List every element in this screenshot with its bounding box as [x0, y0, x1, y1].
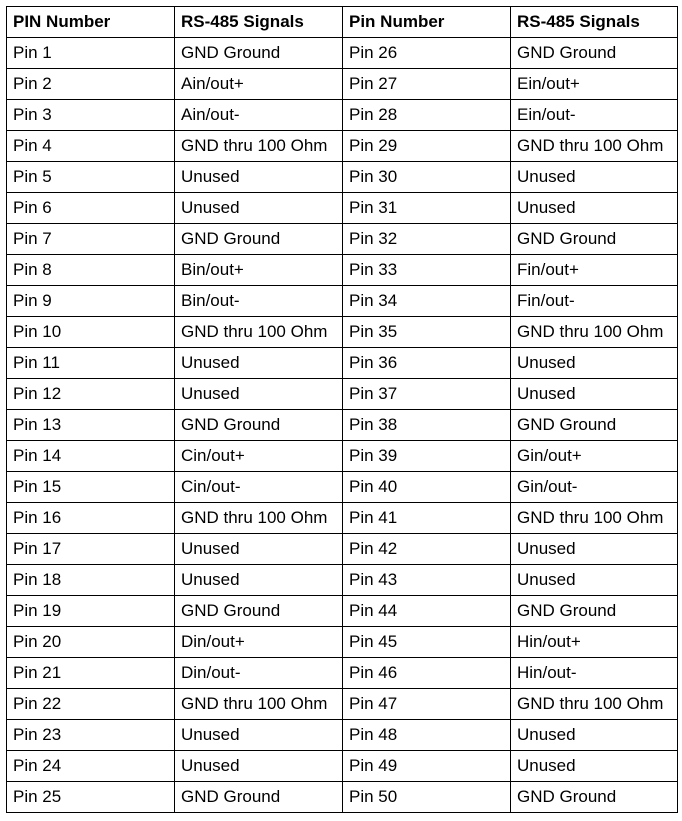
- table-row: [7, 534, 678, 565]
- table-row: [7, 131, 678, 162]
- cell-signal-left: GND thru 100 Ohm: [175, 689, 343, 720]
- cell-signal-left: Unused: [175, 162, 343, 193]
- cell-pin-number-right: Pin 33: [343, 255, 511, 286]
- cell-pin-number-left: Pin 18: [7, 565, 175, 596]
- cell-pin-number-left: Pin 8: [7, 255, 175, 286]
- cell-pin-number-left: Pin 11: [7, 348, 175, 379]
- cell-signal-left: Ain/out-: [175, 100, 343, 131]
- cell-signal-right: Unused: [511, 193, 678, 224]
- cell-signal-left: Din/out-: [175, 658, 343, 689]
- cell-signal-left: Unused: [175, 751, 343, 782]
- cell-signal-left: GND Ground: [175, 410, 343, 441]
- cell-pin-number-left: Pin 2: [7, 69, 175, 100]
- table-row: [7, 689, 678, 720]
- cell-signal-left: Unused: [175, 720, 343, 751]
- cell-pin-number-left: Pin 3: [7, 100, 175, 131]
- table-row: [7, 100, 678, 131]
- cell-signal-right: Unused: [511, 720, 678, 751]
- table-row: [7, 224, 678, 255]
- cell-pin-number-right: Pin 31: [343, 193, 511, 224]
- cell-signal-left: Unused: [175, 534, 343, 565]
- table-row: [7, 658, 678, 689]
- cell-pin-number-right: Pin 36: [343, 348, 511, 379]
- table-row: [7, 782, 678, 813]
- pinout-table: [6, 6, 678, 813]
- cell-signal-right: Gin/out-: [511, 472, 678, 503]
- cell-pin-number-left: Pin 21: [7, 658, 175, 689]
- table-row: [7, 69, 678, 100]
- table-row: [7, 627, 678, 658]
- table-row: [7, 38, 678, 69]
- cell-pin-number-left: Pin 24: [7, 751, 175, 782]
- cell-signal-right: Ein/out+: [511, 69, 678, 100]
- table-row: [7, 193, 678, 224]
- table-row: [7, 410, 678, 441]
- cell-pin-number-left: Pin 25: [7, 782, 175, 813]
- cell-pin-number-right: Pin 38: [343, 410, 511, 441]
- cell-signal-right: Unused: [511, 751, 678, 782]
- cell-pin-number-right: Pin 41: [343, 503, 511, 534]
- cell-signal-right: Hin/out+: [511, 627, 678, 658]
- cell-pin-number-right: Pin 45: [343, 627, 511, 658]
- table-row: [7, 751, 678, 782]
- cell-signal-left: Cin/out-: [175, 472, 343, 503]
- cell-pin-number-left: Pin 1: [7, 38, 175, 69]
- cell-pin-number-right: Pin 37: [343, 379, 511, 410]
- header-pin-number-right: Pin Number: [343, 7, 511, 38]
- table-row: [7, 596, 678, 627]
- cell-pin-number-left: Pin 12: [7, 379, 175, 410]
- cell-signal-left: Unused: [175, 565, 343, 596]
- cell-pin-number-right: Pin 43: [343, 565, 511, 596]
- cell-pin-number-right: Pin 47: [343, 689, 511, 720]
- cell-signal-right: Unused: [511, 379, 678, 410]
- table-body: [7, 38, 678, 813]
- cell-pin-number-left: Pin 22: [7, 689, 175, 720]
- cell-signal-left: Unused: [175, 379, 343, 410]
- cell-pin-number-left: Pin 10: [7, 317, 175, 348]
- cell-signal-left: GND thru 100 Ohm: [175, 317, 343, 348]
- cell-pin-number-left: Pin 13: [7, 410, 175, 441]
- cell-signal-left: Unused: [175, 193, 343, 224]
- cell-pin-number-right: Pin 42: [343, 534, 511, 565]
- cell-signal-left: Bin/out+: [175, 255, 343, 286]
- cell-signal-right: Ein/out-: [511, 100, 678, 131]
- cell-signal-right: Fin/out-: [511, 286, 678, 317]
- cell-pin-number-left: Pin 9: [7, 286, 175, 317]
- cell-signal-right: Unused: [511, 565, 678, 596]
- cell-signal-right: Unused: [511, 348, 678, 379]
- cell-signal-right: GND thru 100 Ohm: [511, 131, 678, 162]
- header-pin-number-left: PIN Number: [7, 7, 175, 38]
- cell-signal-left: GND Ground: [175, 224, 343, 255]
- cell-pin-number-left: Pin 7: [7, 224, 175, 255]
- table-row: [7, 720, 678, 751]
- cell-signal-left: GND Ground: [175, 596, 343, 627]
- cell-pin-number-right: Pin 50: [343, 782, 511, 813]
- cell-pin-number-right: Pin 46: [343, 658, 511, 689]
- cell-pin-number-left: Pin 4: [7, 131, 175, 162]
- cell-pin-number-left: Pin 6: [7, 193, 175, 224]
- cell-signal-right: GND Ground: [511, 596, 678, 627]
- cell-pin-number-right: Pin 32: [343, 224, 511, 255]
- header-signal-left: RS-485 Signals: [175, 7, 343, 38]
- cell-signal-right: GND Ground: [511, 410, 678, 441]
- cell-pin-number-left: Pin 15: [7, 472, 175, 503]
- cell-pin-number-left: Pin 19: [7, 596, 175, 627]
- table-row: [7, 348, 678, 379]
- header-signal-right: RS-485 Signals: [511, 7, 678, 38]
- cell-signal-left: Unused: [175, 348, 343, 379]
- table-row: [7, 162, 678, 193]
- cell-pin-number-left: Pin 14: [7, 441, 175, 472]
- cell-signal-right: GND Ground: [511, 782, 678, 813]
- cell-pin-number-left: Pin 17: [7, 534, 175, 565]
- cell-pin-number-right: Pin 27: [343, 69, 511, 100]
- table-row: [7, 255, 678, 286]
- cell-signal-right: GND thru 100 Ohm: [511, 689, 678, 720]
- cell-pin-number-left: Pin 16: [7, 503, 175, 534]
- cell-signal-left: Din/out+: [175, 627, 343, 658]
- table-row: [7, 379, 678, 410]
- cell-pin-number-right: Pin 44: [343, 596, 511, 627]
- cell-pin-number-right: Pin 28: [343, 100, 511, 131]
- cell-signal-right: Unused: [511, 534, 678, 565]
- cell-signal-right: Hin/out-: [511, 658, 678, 689]
- cell-pin-number-right: Pin 30: [343, 162, 511, 193]
- cell-pin-number-right: Pin 29: [343, 131, 511, 162]
- cell-pin-number-left: Pin 23: [7, 720, 175, 751]
- cell-pin-number-left: Pin 5: [7, 162, 175, 193]
- cell-signal-left: GND thru 100 Ohm: [175, 503, 343, 534]
- cell-signal-right: GND Ground: [511, 38, 678, 69]
- cell-pin-number-right: Pin 49: [343, 751, 511, 782]
- cell-signal-right: GND Ground: [511, 224, 678, 255]
- cell-pin-number-right: Pin 34: [343, 286, 511, 317]
- cell-signal-right: GND thru 100 Ohm: [511, 503, 678, 534]
- cell-pin-number-right: Pin 39: [343, 441, 511, 472]
- table-row: [7, 503, 678, 534]
- cell-pin-number-left: Pin 20: [7, 627, 175, 658]
- cell-signal-left: Bin/out-: [175, 286, 343, 317]
- cell-pin-number-right: Pin 26: [343, 38, 511, 69]
- cell-signal-left: GND thru 100 Ohm: [175, 131, 343, 162]
- cell-pin-number-right: Pin 35: [343, 317, 511, 348]
- table-row: [7, 286, 678, 317]
- cell-pin-number-right: Pin 40: [343, 472, 511, 503]
- cell-pin-number-right: Pin 48: [343, 720, 511, 751]
- cell-signal-left: GND Ground: [175, 782, 343, 813]
- cell-signal-right: Gin/out+: [511, 441, 678, 472]
- table-row: [7, 472, 678, 503]
- header-row: [7, 7, 678, 38]
- cell-signal-right: Fin/out+: [511, 255, 678, 286]
- cell-signal-left: Cin/out+: [175, 441, 343, 472]
- table-row: [7, 317, 678, 348]
- table-row: [7, 441, 678, 472]
- cell-signal-right: GND thru 100 Ohm: [511, 317, 678, 348]
- cell-signal-left: Ain/out+: [175, 69, 343, 100]
- cell-signal-left: GND Ground: [175, 38, 343, 69]
- table-row: [7, 565, 678, 596]
- cell-signal-right: Unused: [511, 162, 678, 193]
